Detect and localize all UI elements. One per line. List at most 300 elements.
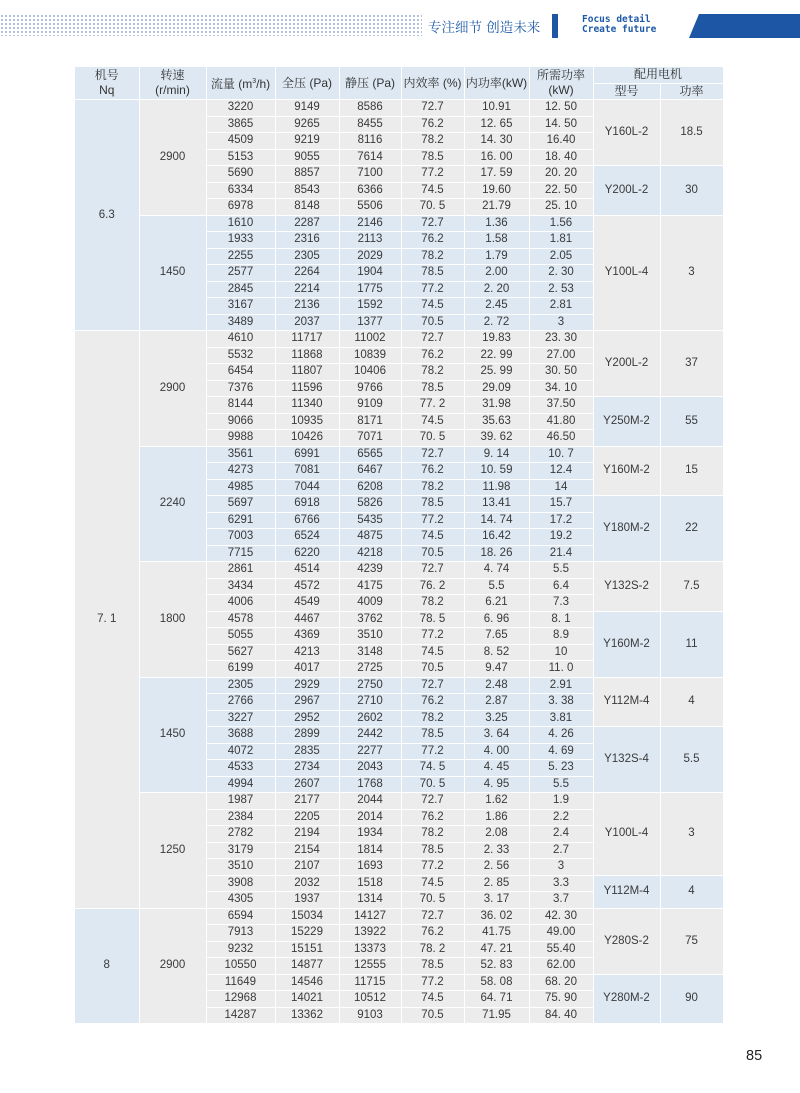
flow-cell: 4006 xyxy=(206,595,275,612)
static-pressure-cell: 1314 xyxy=(339,892,401,909)
motor-power-cell: 7.5 xyxy=(660,562,723,612)
total-pressure-cell: 9055 xyxy=(275,149,339,166)
efficiency-cell: 76.2 xyxy=(401,925,464,942)
flow-cell: 2577 xyxy=(206,265,275,282)
total-pressure-cell: 2287 xyxy=(275,215,339,232)
internal-power-cell: 2.45 xyxy=(464,298,529,315)
motor-type-cell: Y180M-2 xyxy=(593,496,660,562)
internal-power-cell: 4. 95 xyxy=(464,776,529,793)
internal-power-cell: 2. 85 xyxy=(464,875,529,892)
efficiency-cell: 78.5 xyxy=(401,496,464,513)
efficiency-cell: 72.7 xyxy=(401,793,464,810)
internal-power-cell: 29.09 xyxy=(464,380,529,397)
flow-cell: 1987 xyxy=(206,793,275,810)
internal-power-cell: 71.95 xyxy=(464,1007,529,1024)
flow-cell: 6291 xyxy=(206,512,275,529)
total-pressure-cell: 10935 xyxy=(275,413,339,430)
page-header xyxy=(0,0,800,48)
total-pressure-cell: 11807 xyxy=(275,364,339,381)
total-pressure-cell: 4514 xyxy=(275,562,339,579)
flow-cell: 12968 xyxy=(206,991,275,1008)
static-pressure-cell: 2442 xyxy=(339,727,401,744)
internal-power-cell: 58. 08 xyxy=(464,974,529,991)
static-pressure-cell: 13373 xyxy=(339,941,401,958)
motor-type-cell: Y160M-2 xyxy=(593,446,660,496)
efficiency-cell: 78. 2 xyxy=(401,941,464,958)
efficiency-cell: 72.7 xyxy=(401,446,464,463)
flow-cell: 2766 xyxy=(206,694,275,711)
flow-cell: 4610 xyxy=(206,331,275,348)
efficiency-cell: 78.5 xyxy=(401,380,464,397)
required-power-cell: 2.91 xyxy=(529,677,593,694)
flow-cell: 2861 xyxy=(206,562,275,579)
internal-power-cell: 4. 74 xyxy=(464,562,529,579)
total-pressure-cell: 6991 xyxy=(275,446,339,463)
efficiency-cell: 70.5 xyxy=(401,314,464,331)
speed-cell: 1800 xyxy=(139,562,206,678)
internal-power-cell: 52. 83 xyxy=(464,958,529,975)
static-pressure-cell: 1934 xyxy=(339,826,401,843)
internal-power-cell: 25. 99 xyxy=(464,364,529,381)
total-pressure-cell: 2734 xyxy=(275,760,339,777)
internal-power-cell: 22. 99 xyxy=(464,347,529,364)
static-pressure-cell: 9766 xyxy=(339,380,401,397)
total-pressure-cell: 14021 xyxy=(275,991,339,1008)
internal-power-cell: 9. 14 xyxy=(464,446,529,463)
flow-cell: 3227 xyxy=(206,710,275,727)
required-power-cell: 5. 23 xyxy=(529,760,593,777)
static-pressure-cell: 13922 xyxy=(339,925,401,942)
required-power-cell: 27.00 xyxy=(529,347,593,364)
static-pressure-cell: 5435 xyxy=(339,512,401,529)
efficiency-cell: 70. 5 xyxy=(401,430,464,447)
internal-power-cell: 3. 17 xyxy=(464,892,529,909)
motor-type-cell: Y250M-2 xyxy=(593,397,660,447)
total-pressure-cell: 4213 xyxy=(275,644,339,661)
static-pressure-cell: 1518 xyxy=(339,875,401,892)
efficiency-cell: 77.2 xyxy=(401,281,464,298)
efficiency-cell: 74. 5 xyxy=(401,760,464,777)
model-header-line1: 机号 xyxy=(94,68,119,82)
required-power-cell: 30. 50 xyxy=(529,364,593,381)
efficiency-cell: 76.2 xyxy=(401,232,464,249)
col-header-internal-power: 内功率(kW) xyxy=(464,67,529,100)
static-pressure-cell: 8116 xyxy=(339,133,401,150)
required-power-cell: 5.5 xyxy=(529,562,593,579)
speed-cell: 2900 xyxy=(139,331,206,447)
efficiency-cell: 77.2 xyxy=(401,859,464,876)
required-power-cell: 10. 7 xyxy=(529,446,593,463)
required-power-cell: 11. 0 xyxy=(529,661,593,678)
total-pressure-cell: 6220 xyxy=(275,545,339,562)
flow-cell: 10550 xyxy=(206,958,275,975)
table-row xyxy=(75,215,723,232)
total-pressure-cell: 6766 xyxy=(275,512,339,529)
internal-power-cell: 64. 71 xyxy=(464,991,529,1008)
required-power-cell: 7.3 xyxy=(529,595,593,612)
total-pressure-cell: 2037 xyxy=(275,314,339,331)
required-power-cell: 12.4 xyxy=(529,463,593,480)
model-number-cell: 7. 1 xyxy=(75,331,139,909)
flow-header-sup: 3 xyxy=(252,78,257,85)
flow-cell: 5532 xyxy=(206,347,275,364)
internal-power-cell: 8. 52 xyxy=(464,644,529,661)
required-power-cell: 3 xyxy=(529,859,593,876)
total-pressure-cell: 9265 xyxy=(275,116,339,133)
required-power-cell: 68. 20 xyxy=(529,974,593,991)
speed-cell: 1450 xyxy=(139,677,206,793)
efficiency-cell: 78.5 xyxy=(401,958,464,975)
flow-cell: 3908 xyxy=(206,875,275,892)
total-pressure-cell: 2264 xyxy=(275,265,339,282)
internal-power-cell: 1.62 xyxy=(464,793,529,810)
speed-cell: 1250 xyxy=(139,793,206,909)
motor-type-cell: Y132S-2 xyxy=(593,562,660,612)
flow-cell: 1933 xyxy=(206,232,275,249)
static-pressure-cell: 2750 xyxy=(339,677,401,694)
flow-header-post: /h) xyxy=(256,77,271,91)
efficiency-cell: 78.5 xyxy=(401,265,464,282)
efficiency-cell: 76.2 xyxy=(401,347,464,364)
required-power-cell: 2.7 xyxy=(529,842,593,859)
total-pressure-cell: 2136 xyxy=(275,298,339,315)
static-pressure-cell: 8171 xyxy=(339,413,401,430)
internal-power-cell: 19.83 xyxy=(464,331,529,348)
table-row xyxy=(75,562,723,579)
flow-cell: 7003 xyxy=(206,529,275,546)
internal-power-cell: 1.36 xyxy=(464,215,529,232)
flow-cell: 11649 xyxy=(206,974,275,991)
motor-type-cell: Y280S-2 xyxy=(593,908,660,974)
flow-cell: 2305 xyxy=(206,677,275,694)
static-pressure-cell: 2277 xyxy=(339,743,401,760)
internal-power-cell: 41.75 xyxy=(464,925,529,942)
flow-cell: 2782 xyxy=(206,826,275,843)
static-pressure-cell: 2014 xyxy=(339,809,401,826)
flow-cell: 6199 xyxy=(206,661,275,678)
required-power-cell: 4. 26 xyxy=(529,727,593,744)
required-power-cell: 34. 10 xyxy=(529,380,593,397)
internal-power-cell: 10. 59 xyxy=(464,463,529,480)
required-power-cell: 14. 50 xyxy=(529,116,593,133)
required-power-cell: 2.2 xyxy=(529,809,593,826)
motor-power-cell: 4 xyxy=(660,875,723,908)
required-power-cell: 3 xyxy=(529,314,593,331)
internal-power-cell: 4. 00 xyxy=(464,743,529,760)
flow-cell: 5153 xyxy=(206,149,275,166)
flow-cell: 4994 xyxy=(206,776,275,793)
efficiency-cell: 77.2 xyxy=(401,166,464,183)
efficiency-cell: 74.5 xyxy=(401,298,464,315)
total-pressure-cell: 15229 xyxy=(275,925,339,942)
total-pressure-cell: 4572 xyxy=(275,578,339,595)
static-pressure-cell: 10406 xyxy=(339,364,401,381)
flow-header-pre: 流量 (m xyxy=(210,77,253,91)
internal-power-cell: 12. 65 xyxy=(464,116,529,133)
required-power-cell: 17.2 xyxy=(529,512,593,529)
total-pressure-cell: 6918 xyxy=(275,496,339,513)
static-pressure-cell: 4009 xyxy=(339,595,401,612)
efficiency-cell: 78.2 xyxy=(401,479,464,496)
required-power-cell: 2. 30 xyxy=(529,265,593,282)
motor-power-cell: 30 xyxy=(660,166,723,216)
flow-cell: 4305 xyxy=(206,892,275,909)
required-power-cell: 10 xyxy=(529,644,593,661)
efficiency-cell: 72.7 xyxy=(401,331,464,348)
dot-pattern-decoration xyxy=(0,14,422,36)
motor-power-cell: 37 xyxy=(660,331,723,397)
required-power-cell: 84. 40 xyxy=(529,1007,593,1024)
motor-type-cell: Y160L-2 xyxy=(593,100,660,166)
table-row xyxy=(75,331,723,348)
col-header-model xyxy=(75,67,139,100)
motor-power-cell: 18.5 xyxy=(660,100,723,166)
required-power-cell: 4. 69 xyxy=(529,743,593,760)
internal-power-cell: 6. 96 xyxy=(464,611,529,628)
total-pressure-cell: 15151 xyxy=(275,941,339,958)
required-power-cell: 2.05 xyxy=(529,248,593,265)
total-pressure-cell: 2305 xyxy=(275,248,339,265)
required-power-cell: 12. 50 xyxy=(529,100,593,117)
fan-performance-table xyxy=(75,67,724,1024)
efficiency-cell: 77.2 xyxy=(401,743,464,760)
required-power-cell: 20. 20 xyxy=(529,166,593,183)
motor-type-cell: Y132S-4 xyxy=(593,727,660,793)
static-pressure-cell: 2044 xyxy=(339,793,401,810)
total-pressure-cell: 4369 xyxy=(275,628,339,645)
static-pressure-cell: 8455 xyxy=(339,116,401,133)
static-pressure-cell: 10839 xyxy=(339,347,401,364)
static-pressure-cell: 2602 xyxy=(339,710,401,727)
total-pressure-cell: 11717 xyxy=(275,331,339,348)
static-pressure-cell: 1592 xyxy=(339,298,401,315)
static-pressure-cell: 1775 xyxy=(339,281,401,298)
flow-cell: 3865 xyxy=(206,116,275,133)
internal-power-cell: 13.41 xyxy=(464,496,529,513)
efficiency-cell: 78.2 xyxy=(401,364,464,381)
internal-power-cell: 2. 33 xyxy=(464,842,529,859)
internal-power-cell: 18. 26 xyxy=(464,545,529,562)
col-header-required-power xyxy=(529,67,593,100)
efficiency-cell: 70.5 xyxy=(401,1007,464,1024)
efficiency-cell: 70. 5 xyxy=(401,199,464,216)
static-pressure-cell: 6467 xyxy=(339,463,401,480)
required-power-cell: 14 xyxy=(529,479,593,496)
efficiency-cell: 77.2 xyxy=(401,628,464,645)
static-pressure-cell: 4875 xyxy=(339,529,401,546)
efficiency-cell: 78.5 xyxy=(401,149,464,166)
internal-power-cell: 19.60 xyxy=(464,182,529,199)
flow-cell: 5055 xyxy=(206,628,275,645)
efficiency-cell: 78.2 xyxy=(401,248,464,265)
efficiency-cell: 74.5 xyxy=(401,991,464,1008)
required-power-cell: 41.80 xyxy=(529,413,593,430)
total-pressure-cell: 11868 xyxy=(275,347,339,364)
total-pressure-cell: 2899 xyxy=(275,727,339,744)
efficiency-cell: 70. 5 xyxy=(401,776,464,793)
flow-cell: 4985 xyxy=(206,479,275,496)
speed-header-line2: (r/min) xyxy=(155,83,190,97)
static-pressure-cell: 12555 xyxy=(339,958,401,975)
table-row xyxy=(75,100,723,117)
static-pressure-cell: 5826 xyxy=(339,496,401,513)
static-pressure-cell: 2710 xyxy=(339,694,401,711)
required-power-cell: 49.00 xyxy=(529,925,593,942)
static-pressure-cell: 2029 xyxy=(339,248,401,265)
flow-cell: 2255 xyxy=(206,248,275,265)
required-power-cell: 2.4 xyxy=(529,826,593,843)
flow-cell: 3179 xyxy=(206,842,275,859)
total-pressure-cell: 4017 xyxy=(275,661,339,678)
required-power-cell: 3.3 xyxy=(529,875,593,892)
internal-power-cell: 7.65 xyxy=(464,628,529,645)
motor-power-cell: 55 xyxy=(660,397,723,447)
required-power-cell: 1.56 xyxy=(529,215,593,232)
motor-type-cell: Y280M-2 xyxy=(593,974,660,1024)
internal-power-cell: 2.00 xyxy=(464,265,529,282)
col-header-static-pressure: 静压 (Pa) xyxy=(339,67,401,100)
internal-power-cell: 1.86 xyxy=(464,809,529,826)
efficiency-cell: 72.7 xyxy=(401,215,464,232)
model-header-line2: Nq xyxy=(99,83,115,97)
internal-power-cell: 31.98 xyxy=(464,397,529,414)
internal-power-cell: 2.87 xyxy=(464,694,529,711)
internal-power-cell: 3.25 xyxy=(464,710,529,727)
required-power-cell: 18. 40 xyxy=(529,149,593,166)
required-power-header-line2: (kW) xyxy=(548,83,574,97)
flow-cell: 4533 xyxy=(206,760,275,777)
total-pressure-cell: 8857 xyxy=(275,166,339,183)
total-pressure-cell: 9149 xyxy=(275,100,339,117)
required-power-cell: 8. 1 xyxy=(529,611,593,628)
internal-power-cell: 5.5 xyxy=(464,578,529,595)
flow-cell: 6334 xyxy=(206,182,275,199)
col-header-efficiency: 内效率 (%) xyxy=(401,67,464,100)
static-pressure-cell: 7614 xyxy=(339,149,401,166)
required-power-cell: 1.9 xyxy=(529,793,593,810)
efficiency-cell: 74.5 xyxy=(401,413,464,430)
slogan-text: 专注细节 创造未来 xyxy=(428,20,541,36)
total-pressure-cell: 7081 xyxy=(275,463,339,480)
col-header-total-pressure: 全压 (Pa) xyxy=(275,67,339,100)
internal-power-cell: 36. 02 xyxy=(464,908,529,925)
flow-cell: 3688 xyxy=(206,727,275,744)
total-pressure-cell: 2316 xyxy=(275,232,339,249)
internal-power-cell: 21.79 xyxy=(464,199,529,216)
static-pressure-cell: 7071 xyxy=(339,430,401,447)
total-pressure-cell: 4467 xyxy=(275,611,339,628)
motor-power-cell: 3 xyxy=(660,793,723,876)
total-pressure-cell: 2607 xyxy=(275,776,339,793)
flow-cell: 3489 xyxy=(206,314,275,331)
motor-power-cell: 15 xyxy=(660,446,723,496)
internal-power-cell: 2.08 xyxy=(464,826,529,843)
total-pressure-cell: 2194 xyxy=(275,826,339,843)
motor-type-cell: Y100L-4 xyxy=(593,793,660,876)
efficiency-cell: 72.7 xyxy=(401,677,464,694)
total-pressure-cell: 13362 xyxy=(275,1007,339,1024)
required-power-cell: 15.7 xyxy=(529,496,593,513)
flow-cell: 3220 xyxy=(206,100,275,117)
header-accent-bar xyxy=(552,14,558,38)
static-pressure-cell: 3762 xyxy=(339,611,401,628)
static-pressure-cell: 3510 xyxy=(339,628,401,645)
static-pressure-cell: 11715 xyxy=(339,974,401,991)
required-power-cell: 3.7 xyxy=(529,892,593,909)
static-pressure-cell: 4239 xyxy=(339,562,401,579)
motor-power-cell: 90 xyxy=(660,974,723,1024)
total-pressure-cell: 2205 xyxy=(275,809,339,826)
required-power-cell: 1.81 xyxy=(529,232,593,249)
speed-header-line1: 转速 xyxy=(160,68,185,82)
total-pressure-cell: 10426 xyxy=(275,430,339,447)
flow-cell: 1610 xyxy=(206,215,275,232)
efficiency-cell: 78.5 xyxy=(401,727,464,744)
total-pressure-cell: 2107 xyxy=(275,859,339,876)
static-pressure-cell: 6208 xyxy=(339,479,401,496)
motor-power-cell: 3 xyxy=(660,215,723,331)
flow-cell: 4509 xyxy=(206,133,275,150)
flow-cell: 7913 xyxy=(206,925,275,942)
efficiency-cell: 74.5 xyxy=(401,875,464,892)
required-power-cell: 6.4 xyxy=(529,578,593,595)
flow-cell: 4578 xyxy=(206,611,275,628)
total-pressure-cell: 2835 xyxy=(275,743,339,760)
motor-type-cell: Y112M-4 xyxy=(593,875,660,908)
flow-cell: 7715 xyxy=(206,545,275,562)
model-number-cell: 8 xyxy=(75,908,139,1024)
efficiency-cell: 77.2 xyxy=(401,974,464,991)
efficiency-cell: 72.7 xyxy=(401,908,464,925)
static-pressure-cell: 3148 xyxy=(339,644,401,661)
internal-power-cell: 1.58 xyxy=(464,232,529,249)
total-pressure-cell: 7044 xyxy=(275,479,339,496)
model-number-cell: 6.3 xyxy=(75,100,139,331)
required-power-cell: 16.40 xyxy=(529,133,593,150)
internal-power-cell: 9.47 xyxy=(464,661,529,678)
flow-cell: 2845 xyxy=(206,281,275,298)
total-pressure-cell: 6524 xyxy=(275,529,339,546)
total-pressure-cell: 8543 xyxy=(275,182,339,199)
efficiency-cell: 78.2 xyxy=(401,710,464,727)
required-power-cell: 37.50 xyxy=(529,397,593,414)
motor-power-cell: 11 xyxy=(660,611,723,677)
internal-power-cell: 3. 64 xyxy=(464,727,529,744)
internal-power-cell: 2. 20 xyxy=(464,281,529,298)
total-pressure-cell: 11340 xyxy=(275,397,339,414)
internal-power-cell: 2. 56 xyxy=(464,859,529,876)
efficiency-cell: 78. 5 xyxy=(401,611,464,628)
efficiency-cell: 77. 2 xyxy=(401,397,464,414)
static-pressure-cell: 4175 xyxy=(339,578,401,595)
efficiency-cell: 70. 5 xyxy=(401,892,464,909)
total-pressure-cell: 14546 xyxy=(275,974,339,991)
static-pressure-cell: 5506 xyxy=(339,199,401,216)
page-number: 85 xyxy=(746,1048,763,1064)
internal-power-cell: 17. 59 xyxy=(464,166,529,183)
static-pressure-cell: 9103 xyxy=(339,1007,401,1024)
total-pressure-cell: 2929 xyxy=(275,677,339,694)
motor-type-cell: Y100L-4 xyxy=(593,215,660,331)
efficiency-cell: 74.5 xyxy=(401,182,464,199)
header-blue-band xyxy=(689,14,800,38)
required-power-cell: 75. 90 xyxy=(529,991,593,1008)
internal-power-cell: 2.48 xyxy=(464,677,529,694)
flow-cell: 6594 xyxy=(206,908,275,925)
internal-power-cell: 14. 30 xyxy=(464,133,529,150)
motor-type-cell: Y200L-2 xyxy=(593,166,660,216)
motor-power-cell: 5.5 xyxy=(660,727,723,793)
